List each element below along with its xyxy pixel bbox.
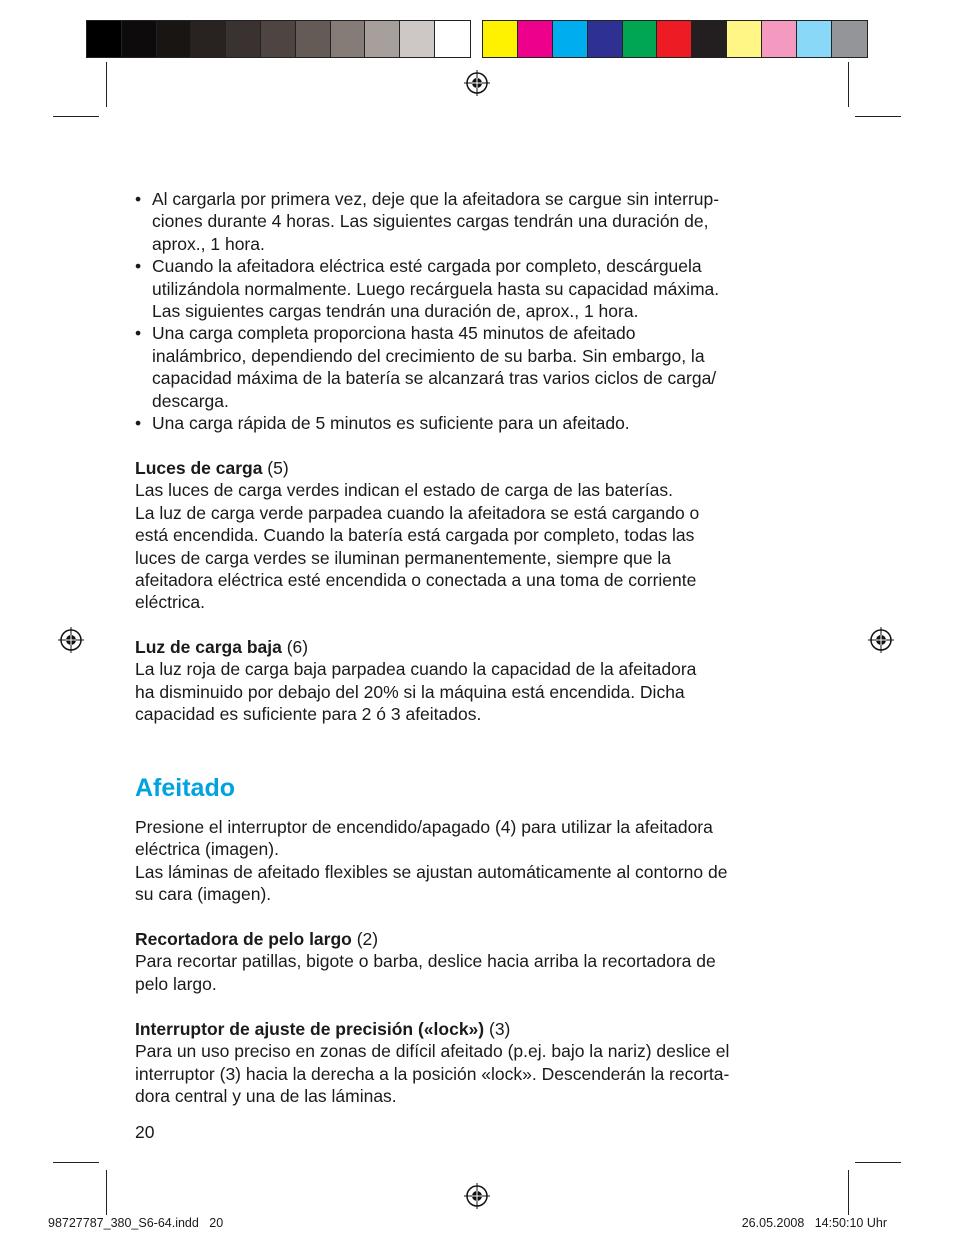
color-swatch (762, 21, 797, 57)
color-swatch (87, 21, 122, 57)
color-swatch (588, 21, 623, 57)
page-number: 20 (135, 1122, 155, 1142)
color-swatch (122, 21, 157, 57)
section-body: La luz roja de carga baja parpadea cuando la capacidad de la afeitadora ha disminuido por debajo del 20% si la máquina está encendida. Dicha capacidad es suficiente para 2 ó 3 afeitados. (135, 659, 697, 725)
section-ref: (6) (281, 637, 309, 657)
color-swatch (623, 21, 658, 57)
color-swatch (657, 21, 692, 57)
section-body: Para recortar patillas, bigote o barba, deslice hacia arriba la recortadora de pelo largo. (135, 951, 716, 994)
section-ref: (2) (351, 929, 379, 949)
section-ref: (3) (484, 1019, 511, 1039)
bullet-full-discharge: • Cuando la afeitadora eléctrica esté cargada por completo, descárguela utilizándola normalmente. Luego recárguela hasta su capacidad máxima. Las siguientes cargas tendrán una duración de, aprox., 1 hora. (135, 255, 825, 322)
footer-file-info: 98727787_380_S6-64.indd 20 (48, 1216, 224, 1230)
grayscale-color-bar (86, 20, 471, 58)
registration-mark-icon (58, 627, 84, 653)
registration-mark-icon (464, 1183, 490, 1209)
color-swatch (261, 21, 296, 57)
crop-mark (53, 116, 99, 117)
section-body: Las luces de carga verdes indican el estado de carga de las baterías. La luz de carga verde parpadea cuando la afeitadora se está cargando o está encendida. Cuando la batería está cargada por completo, todas las luces de carga verdes se iluminan permanentemente, siempre que la afeitadora eléctrica esté encendida o conectada a una toma de corriente eléctrica. (135, 480, 700, 613)
charging-bullet-list (135, 188, 825, 434)
section-low-charge-light (135, 636, 825, 726)
section-title: Luz de carga baja (135, 637, 282, 657)
registration-mark-icon (868, 627, 894, 653)
color-swatch (435, 21, 470, 57)
section-ref: (5) (262, 458, 289, 478)
color-swatch (191, 21, 226, 57)
footer-timestamp: 26.05.2008 14:50:10 Uhr (741, 1216, 887, 1230)
color-swatch (365, 21, 400, 57)
bullet-runtime: • Una carga completa proporciona hasta 45 minutos de afeitado inalámbrico, dependiendo del crecimiento de su barba. Sin embargo, la capacidad máxima de la batería se alcanzará tras varios ciclos de carga/ descarga. (135, 322, 825, 412)
bullet-first-charge: • Al cargarla por primera vez, deje que la afeitadora se cargue sin interrup- ciones durante 4 horas. Las siguientes cargas tendrán una duración de, aprox., 1 hora. (135, 188, 825, 255)
section-body: Para un uso preciso en zonas de difícil afeitado (p.ej. bajo la nariz) deslice el interruptor (3) hacia la derecha a la posición «lock». Descenderán la recorta- dora central y una de las láminas. (135, 1041, 730, 1107)
section-title: Interruptor de ajuste de precisión («lock») (135, 1019, 485, 1039)
color-swatch (483, 21, 518, 57)
afeitado-body: Presione el interruptor de encendido/apagado (4) para utilizar la afeitadora eléctrica (imagen). Las láminas de afeitado flexibles se ajustan automáticamente al contorno de su cara (imagen). (135, 817, 728, 905)
color-swatch (727, 21, 762, 57)
bullet-quick-charge: • Una carga rápida de 5 minutos es suficiente para un afeitado. (135, 412, 825, 434)
crop-mark (106, 62, 107, 107)
crop-mark (848, 62, 849, 107)
crop-mark (855, 116, 901, 117)
color-swatch (553, 21, 588, 57)
color-swatch (331, 21, 366, 57)
section-long-hair-trimmer (135, 928, 825, 995)
crop-mark (855, 1162, 901, 1163)
color-swatch (797, 21, 832, 57)
color-swatch (296, 21, 331, 57)
section-charging-lights (135, 457, 825, 614)
color-swatch (157, 21, 192, 57)
color-swatch (226, 21, 261, 57)
crop-mark (848, 1170, 849, 1215)
section-title: Recortadora de pelo largo (135, 929, 352, 949)
crop-mark (106, 1170, 107, 1215)
color-swatch (692, 21, 727, 57)
section-title: Luces de carga (135, 458, 263, 478)
process-color-bar (482, 20, 868, 58)
color-swatch (400, 21, 435, 57)
crop-mark (53, 1162, 99, 1163)
color-swatch (518, 21, 553, 57)
section-precision-switch (135, 1018, 825, 1108)
color-swatch (832, 21, 867, 57)
heading-afeitado: Afeitado (135, 774, 235, 802)
registration-mark-icon (464, 70, 490, 96)
